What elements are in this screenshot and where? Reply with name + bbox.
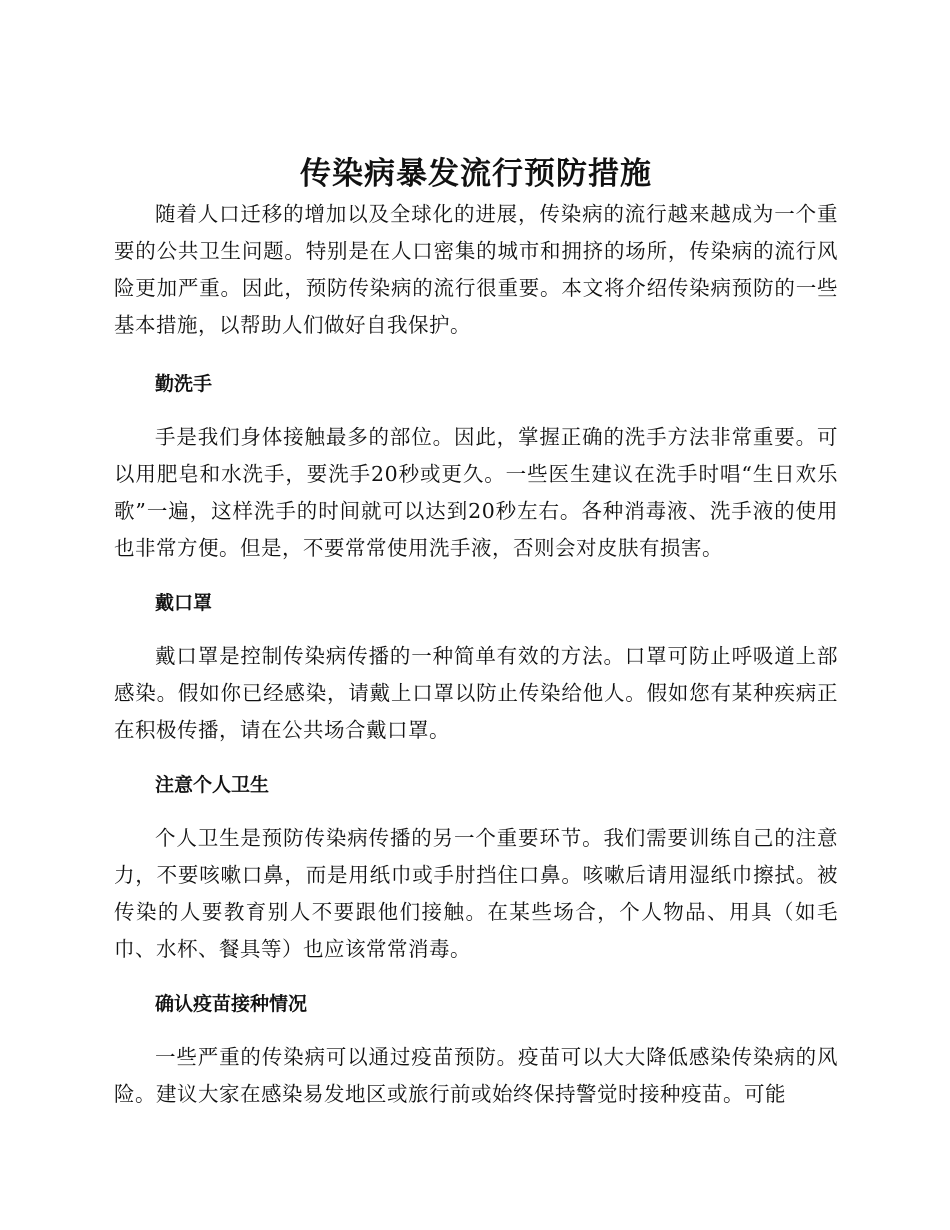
document-page [114, 150, 838, 1113]
section-body-vaccination: 一些严重的传染病可以通过疫苗预防。疫苗可以大大降低感染传染病的风险。建议大家在感染易发地区或旅行前或始终保持警觉时接种疫苗。可能 [114, 1045, 838, 1106]
section-body-hygiene: 个人卫生是预防传染病传播的另一个重要环节。我们需要训练自己的注意力，不要咳嗽口鼻，而是用纸巾或手肘挡住口鼻。咳嗽后请用湿纸巾擦拭。被传染的人要教育别人不要跟他们接触。在某些场合，个人物品、用具（如毛巾、水杯、餐具等）也应该常常消毒。 [114, 826, 838, 961]
section-heading-hygiene: 注意个人卫生 [155, 774, 270, 796]
section-heading-mask: 戴口罩 [155, 592, 213, 614]
section-heading-vaccination: 确认疫苗接种情况 [155, 993, 308, 1015]
section-body-handwashing: 手是我们身体接触最多的部位。因此，掌握正确的洗手方法非常重要。可以用肥皂和水洗手，要洗手20秒或更久。一些医生建议在洗手时唱“生日欢乐歌”一遍，这样洗手的时间就可以达到20秒左右。各种消毒液、洗手液的使用也非常方便。但是，不要常常使用洗手液，否则会对皮肤有损害。 [114, 425, 838, 560]
intro-paragraph: 随着人口迁移的增加以及全球化的进展，传染病的流行越来越成为一个重要的公共卫生问题。特别是在人口密集的城市和拥挤的场所，传染病的流行风险更加严重。因此，预防传染病的流行很重要。本文将介绍传染病预防的一些基本措施，以帮助人们做好自我保护。 [114, 202, 838, 337]
section-heading-handwashing: 勤洗手 [155, 373, 213, 395]
document-title: 传染病暴发流行预防措施 [300, 156, 652, 192]
section-body-mask: 戴口罩是控制传染病传播的一种简单有效的方法。口罩可防止呼吸道上部感染。假如你已经感染，请戴上口罩以防止传染给他人。假如您有某种疾病正在积极传播，请在公共场合戴口罩。 [114, 644, 838, 742]
